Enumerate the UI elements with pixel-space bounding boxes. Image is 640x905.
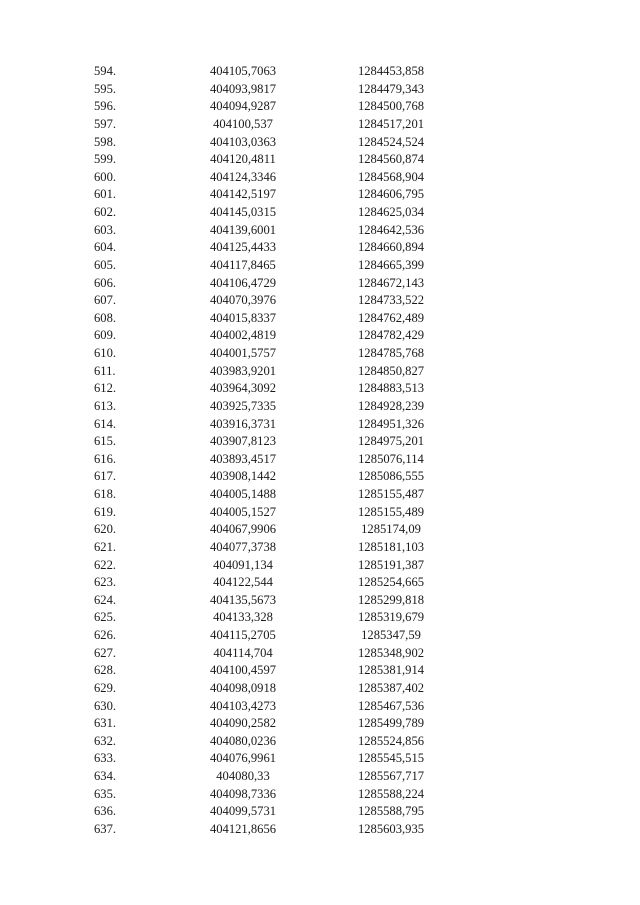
y-coordinate: 1285347,59 xyxy=(361,628,421,642)
point-number: 623. xyxy=(94,575,117,590)
x-coordinate: 403907,8123 xyxy=(209,434,277,449)
table-row xyxy=(90,468,450,486)
y-coordinate: 1285387,402 xyxy=(357,680,425,695)
point-number: 622. xyxy=(94,557,117,572)
y-coordinate: 1284524,524 xyxy=(357,134,425,149)
x-coordinate: 404098,0918 xyxy=(209,680,277,695)
y-coordinate: 1284517,201 xyxy=(357,116,425,131)
point-number: 603. xyxy=(94,222,117,237)
point-number: 626. xyxy=(94,628,117,642)
x-coordinate: 404133,328 xyxy=(213,610,273,625)
point-number: 607. xyxy=(94,293,117,308)
x-coordinate: 404100,537 xyxy=(213,116,273,131)
point-number: 614. xyxy=(94,416,117,431)
table-row xyxy=(90,451,450,469)
point-number: 608. xyxy=(94,310,117,325)
point-number: 617. xyxy=(94,469,117,484)
table-row xyxy=(90,539,450,557)
table-row xyxy=(90,803,450,821)
y-coordinate: 1285299,818 xyxy=(357,592,425,607)
y-coordinate: 1285086,555 xyxy=(357,469,425,484)
y-coordinate: 1285545,515 xyxy=(357,751,425,766)
table-row xyxy=(90,433,450,451)
table-row xyxy=(90,821,450,839)
table-row xyxy=(90,768,450,786)
point-number: 636. xyxy=(94,804,117,819)
table-row xyxy=(90,486,450,504)
point-number: 600. xyxy=(94,169,117,184)
point-number: 610. xyxy=(94,346,117,360)
y-coordinate: 1284762,489 xyxy=(357,310,425,325)
table-row xyxy=(90,292,450,310)
x-coordinate: 404076,9961 xyxy=(209,751,277,766)
table-row xyxy=(90,398,450,416)
y-coordinate: 1284665,399 xyxy=(357,257,425,272)
y-coordinate: 1285467,536 xyxy=(357,698,425,713)
y-coordinate: 1285524,856 xyxy=(357,733,425,748)
x-coordinate: 404135,5673 xyxy=(209,592,277,607)
y-coordinate: 1285567,717 xyxy=(357,769,425,783)
point-number: 637. xyxy=(94,821,117,836)
y-coordinate: 1285155,489 xyxy=(357,504,425,519)
x-coordinate: 404121,8656 xyxy=(209,821,277,836)
point-number: 605. xyxy=(94,257,117,272)
point-number: 627. xyxy=(94,645,117,660)
point-number: 602. xyxy=(94,205,117,219)
y-coordinate: 1285191,387 xyxy=(357,557,425,572)
point-number: 633. xyxy=(94,751,117,766)
point-number: 629. xyxy=(94,680,117,695)
point-number: 615. xyxy=(94,434,117,449)
y-coordinate: 1285381,914 xyxy=(357,663,425,678)
x-coordinate: 404098,7336 xyxy=(209,786,277,801)
table-row xyxy=(90,521,450,539)
table-row xyxy=(90,698,450,716)
y-coordinate: 1284785,768 xyxy=(357,346,425,360)
y-coordinate: 1284606,795 xyxy=(357,187,425,202)
point-number: 625. xyxy=(94,610,117,625)
table-row xyxy=(90,592,450,610)
table-row xyxy=(90,63,450,81)
point-number: 616. xyxy=(94,451,117,466)
x-coordinate: 404067,9906 xyxy=(209,522,277,537)
x-coordinate: 404139,6001 xyxy=(209,222,277,237)
point-number: 611. xyxy=(94,363,116,378)
table-row xyxy=(90,557,450,575)
table-row xyxy=(90,151,450,169)
point-number: 621. xyxy=(94,539,117,554)
y-coordinate: 1285076,114 xyxy=(358,451,424,466)
point-number: 601. xyxy=(94,187,117,202)
x-coordinate: 404115,2705 xyxy=(210,628,276,642)
y-coordinate: 1285603,935 xyxy=(357,821,425,836)
point-number: 613. xyxy=(94,398,117,413)
y-coordinate: 1284453,858 xyxy=(357,64,425,78)
point-number: 619. xyxy=(94,504,117,519)
point-number: 628. xyxy=(94,663,117,678)
table-row xyxy=(90,609,450,627)
point-number: 594. xyxy=(94,64,117,78)
point-number: 598. xyxy=(94,134,117,149)
x-coordinate: 404117,8465 xyxy=(210,257,276,272)
x-coordinate: 404120,4811 xyxy=(210,152,276,167)
table-row xyxy=(90,257,450,275)
x-coordinate: 404103,0363 xyxy=(209,134,277,149)
y-coordinate: 1285174,09 xyxy=(361,522,421,537)
point-number: 596. xyxy=(94,99,117,114)
table-row xyxy=(90,81,450,99)
point-number: 604. xyxy=(94,240,117,255)
x-coordinate: 404124,3346 xyxy=(209,169,277,184)
y-coordinate: 1284625,034 xyxy=(357,205,425,219)
point-number: 624. xyxy=(94,592,117,607)
x-coordinate: 403916,3731 xyxy=(209,416,277,431)
x-coordinate: 404114,704 xyxy=(213,645,273,660)
coordinate-table xyxy=(90,63,450,839)
x-coordinate: 404070,3976 xyxy=(209,293,277,308)
x-coordinate: 404106,4729 xyxy=(209,275,277,290)
x-coordinate: 404094,9287 xyxy=(209,99,277,114)
table-row xyxy=(90,504,450,522)
x-coordinate: 404080,33 xyxy=(216,769,270,783)
point-number: 634. xyxy=(94,769,117,783)
x-coordinate: 404093,9817 xyxy=(209,81,277,96)
x-coordinate: 404122,544 xyxy=(213,575,273,590)
table-row xyxy=(90,786,450,804)
y-coordinate: 1284500,768 xyxy=(357,99,425,114)
y-coordinate: 1285588,795 xyxy=(357,804,425,819)
point-number: 597. xyxy=(94,116,117,131)
y-coordinate: 1284975,201 xyxy=(357,434,425,449)
y-coordinate: 1284782,429 xyxy=(357,328,425,343)
table-row xyxy=(90,733,450,751)
y-coordinate: 1284951,326 xyxy=(357,416,425,431)
table-row xyxy=(90,363,450,381)
point-number: 606. xyxy=(94,275,117,290)
y-coordinate: 1284928,239 xyxy=(357,398,425,413)
x-coordinate: 404142,5197 xyxy=(209,187,277,202)
point-number: 612. xyxy=(94,381,117,396)
table-row xyxy=(90,134,450,152)
x-coordinate: 404103,4273 xyxy=(209,698,277,713)
table-row xyxy=(90,204,450,222)
point-number: 609. xyxy=(94,328,117,343)
x-coordinate: 404090,2582 xyxy=(209,716,277,731)
table-row xyxy=(90,98,450,116)
y-coordinate: 1285254,665 xyxy=(357,575,425,590)
x-coordinate: 404125,4433 xyxy=(209,240,277,255)
table-row xyxy=(90,645,450,663)
table-row xyxy=(90,680,450,698)
x-coordinate: 403983,9201 xyxy=(209,363,277,378)
y-coordinate: 1285155,487 xyxy=(357,487,425,501)
x-coordinate: 404015,8337 xyxy=(209,310,277,325)
point-number: 630. xyxy=(94,698,117,713)
y-coordinate: 1285181,103 xyxy=(357,539,425,554)
table-row xyxy=(90,574,450,592)
table-row xyxy=(90,239,450,257)
x-coordinate: 403964,3092 xyxy=(209,381,277,396)
x-coordinate: 403908,1442 xyxy=(209,469,277,484)
x-coordinate: 404077,3738 xyxy=(209,539,277,554)
table-row xyxy=(90,715,450,733)
x-coordinate: 404005,1488 xyxy=(209,487,277,501)
table-row xyxy=(90,380,450,398)
table-row xyxy=(90,627,450,645)
y-coordinate: 1284850,827 xyxy=(357,363,425,378)
y-coordinate: 1284479,343 xyxy=(357,81,425,96)
table-row xyxy=(90,310,450,328)
y-coordinate: 1285319,679 xyxy=(357,610,425,625)
table-row xyxy=(90,116,450,134)
x-coordinate: 404105,7063 xyxy=(209,64,277,78)
point-number: 635. xyxy=(94,786,117,801)
table-row xyxy=(90,222,450,240)
x-coordinate: 404005,1527 xyxy=(209,504,277,519)
x-coordinate: 404100,4597 xyxy=(209,663,277,678)
y-coordinate: 1284660,894 xyxy=(357,240,425,255)
table-row xyxy=(90,169,450,187)
y-coordinate: 1285499,789 xyxy=(357,716,425,731)
table-row xyxy=(90,662,450,680)
point-number: 618. xyxy=(94,487,117,501)
point-number: 599. xyxy=(94,152,117,167)
y-coordinate: 1284672,143 xyxy=(357,275,425,290)
table-row xyxy=(90,327,450,345)
table-row xyxy=(90,416,450,434)
y-coordinate: 1284568,904 xyxy=(357,169,425,184)
x-coordinate: 403925,7335 xyxy=(209,398,277,413)
x-coordinate: 404099,5731 xyxy=(209,804,277,819)
table-row xyxy=(90,275,450,293)
point-number: 632. xyxy=(94,733,117,748)
x-coordinate: 404091,134 xyxy=(213,557,273,572)
x-coordinate: 404001,5757 xyxy=(209,346,277,360)
x-coordinate: 404080,0236 xyxy=(209,733,277,748)
x-coordinate: 404145,0315 xyxy=(209,205,277,219)
y-coordinate: 1284560,874 xyxy=(357,152,425,167)
x-coordinate: 403893,4517 xyxy=(209,451,277,466)
y-coordinate: 1284642,536 xyxy=(357,222,425,237)
y-coordinate: 1285348,902 xyxy=(357,645,425,660)
table-row xyxy=(90,750,450,768)
y-coordinate: 1285588,224 xyxy=(357,786,425,801)
table-row xyxy=(90,345,450,363)
table-row xyxy=(90,186,450,204)
y-coordinate: 1284733,522 xyxy=(357,293,425,308)
y-coordinate: 1284883,513 xyxy=(357,381,425,396)
point-number: 631. xyxy=(94,716,117,731)
point-number: 595. xyxy=(94,81,117,96)
x-coordinate: 404002,4819 xyxy=(209,328,277,343)
point-number: 620. xyxy=(94,522,117,537)
